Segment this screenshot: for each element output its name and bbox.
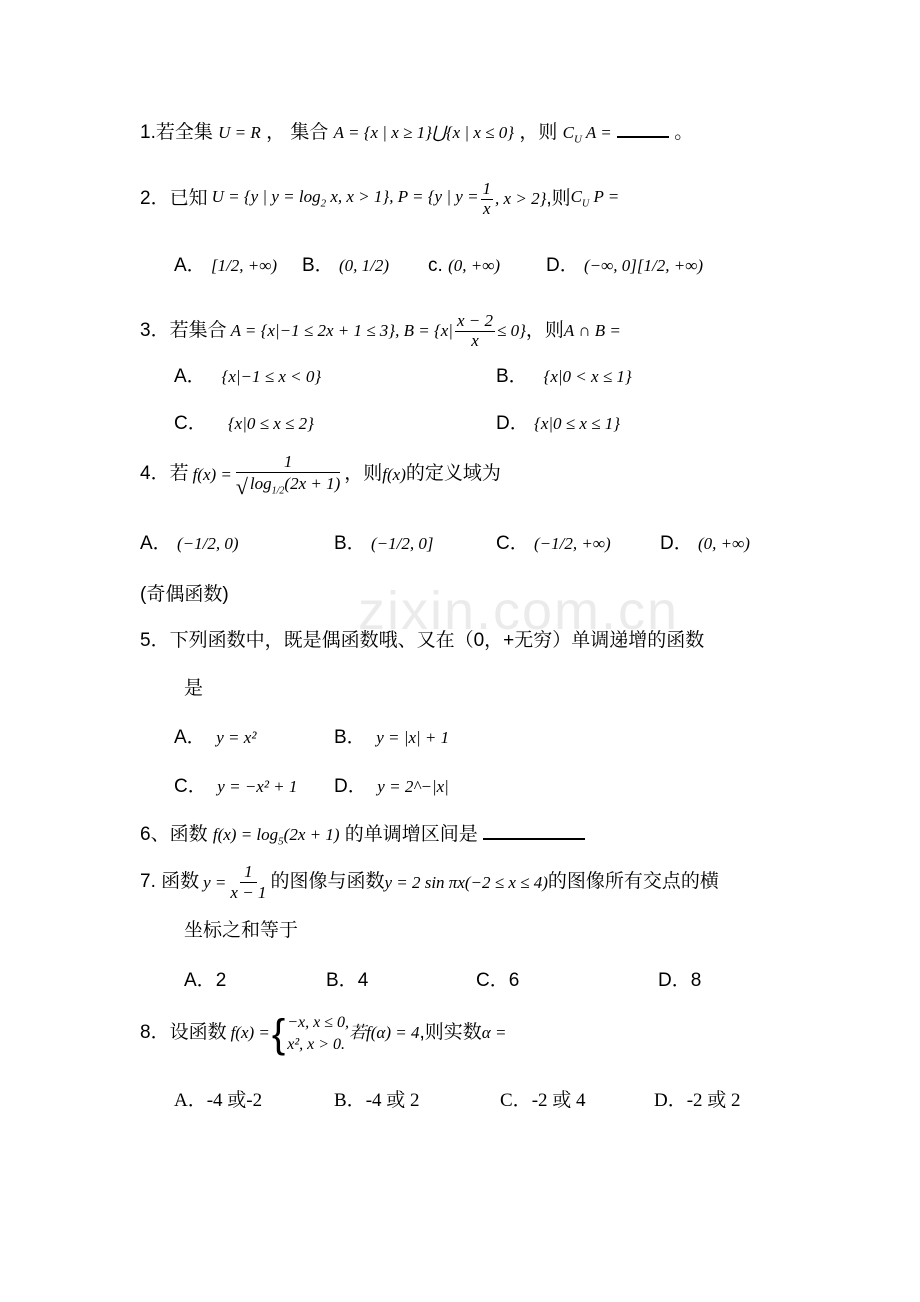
q3-then: ，则 — [525, 319, 564, 341]
q3-option-d[interactable]: D． {x|0 ≤ x ≤ 1} — [496, 413, 621, 434]
q8-option-c[interactable]: C．-2 或 4 — [500, 1090, 586, 1111]
q4-stem-end: 的定义域为 — [405, 463, 501, 485]
q4-function: f(x) = — [192, 464, 232, 484]
q1-answer-blank — [617, 136, 669, 138]
q8-piecewise: −x, x ≤ 0, x², x > 0. — [287, 1014, 350, 1053]
q7-sine-function: y = 2 sin πx(−2 ≤ x ≤ 4) — [384, 872, 548, 892]
q8-end: ,则实数 — [419, 1022, 482, 1044]
q8-option-b[interactable]: B．-4 或 2 — [334, 1090, 420, 1111]
q2-set-p-end: , x > 2} — [495, 188, 547, 208]
q4-option-b[interactable]: B． (−1/2, 0] — [334, 533, 434, 554]
q2-then: ,则 — [546, 187, 571, 209]
q3-option-a[interactable]: A． {x|−1 ≤ x < 0} — [174, 366, 322, 387]
question-6 — [140, 824, 585, 849]
question-7 — [140, 862, 719, 904]
q2-prefix: 2．已知 — [140, 187, 208, 209]
question-5-line-2: 是 — [184, 678, 204, 699]
q3-option-b[interactable]: B． {x|0 < x ≤ 1} — [496, 366, 632, 387]
q1-comma: ， — [266, 122, 286, 143]
q2-option-d[interactable]: D． (−∞, 0][1/2, +∞) — [546, 255, 703, 276]
q8-condition: 若f(α) = 4 — [349, 1023, 420, 1043]
q1-set-label: 集合 — [290, 122, 329, 143]
sqrt-icon: √ — [235, 474, 248, 500]
q3-intersection: A ∩ B = — [563, 320, 621, 340]
question-7-line-2: 坐标之和等于 — [184, 920, 299, 941]
q4-prefix: 4．若 — [140, 463, 189, 485]
question-3 — [140, 312, 621, 350]
question-1 — [140, 122, 693, 147]
q7-y-eq: y = — [203, 872, 227, 892]
q7-option-c[interactable]: C．6 — [476, 970, 520, 991]
q5-option-d[interactable]: D． y = 2^−|x| — [334, 776, 449, 797]
q4-option-d[interactable]: D． (0, +∞) — [660, 533, 750, 554]
question-4 — [140, 452, 501, 498]
q8-option-d[interactable]: D．-2 或 2 — [654, 1090, 741, 1111]
q7-option-b[interactable]: B．4 — [326, 970, 369, 991]
watermark: zixin.com.cn — [358, 581, 680, 641]
q7-fraction: $\frac{1}{x - 1}$ — [230, 862, 267, 903]
q7-mid: 的图像与函数 — [270, 871, 385, 893]
section-heading: (奇偶函数) — [140, 584, 229, 605]
q2-option-b[interactable]: B． (0, 1/2) — [302, 255, 390, 276]
q3-fraction: $\frac{x - 2}{x}$ — [456, 311, 493, 350]
q5-option-c[interactable]: C． y = −x² + 1 — [174, 776, 298, 797]
q1-prefix: 1.若全集 — [140, 122, 213, 143]
q4-function-ref: f(x) — [382, 464, 406, 484]
q7-prefix: 7. 函数 — [140, 871, 200, 893]
q7-option-d[interactable]: D．8 — [658, 970, 702, 991]
q6-stem-end: 的单调增区间是 — [344, 824, 478, 845]
brace-icon: { — [271, 1011, 286, 1056]
q5-option-b[interactable]: B． y = |x| + 1 — [334, 727, 450, 748]
question-2 — [140, 180, 619, 218]
q6-prefix: 6、函数 — [140, 824, 208, 845]
q7-option-a[interactable]: A．2 — [184, 970, 227, 991]
q1-complement-sub: U — [573, 133, 582, 146]
q2-option-a[interactable]: A． [1/2, +∞) — [174, 255, 278, 276]
q3-prefix: 3．若集合 — [140, 319, 227, 341]
q2-complement: $C_U$ P = — [570, 187, 620, 210]
q4-then: ，则 — [344, 463, 383, 485]
q1-universe: U = R — [218, 123, 261, 142]
q2-option-c[interactable]: c. (0, +∞) — [428, 255, 500, 276]
q6-answer-blank — [483, 838, 585, 840]
q5-option-a[interactable]: A． y = x² — [174, 727, 257, 748]
q1-complement-rest: A = — [585, 123, 612, 142]
q3-option-c[interactable]: C． {x|0 ≤ x ≤ 2} — [174, 413, 314, 434]
q6-function: $f(x) = \log_5(2x + 1)$ — [212, 825, 340, 848]
q2-set-u: U = {y | $y = \log_2 x$, x > 1}, P = {y | y = — [211, 187, 479, 210]
q8-option-a[interactable]: A．-4 或-2 — [174, 1090, 263, 1111]
q3-sets: A = {x|−1 ≤ 2x + 1 ≤ 3}, B = {x| — [230, 320, 453, 340]
q3-set-b-end: ≤ 0} — [497, 320, 526, 340]
question-5-line-1: 5．下列函数中，既是偶函数哦、又在（0，+无穷）单调递增的函数 — [140, 630, 705, 651]
q1-set-a: A = {x | x ≥ 1}⋃{x | x ≤ 0} — [333, 123, 515, 142]
q8-prefix: 8．设函数 — [140, 1022, 227, 1044]
q2-fraction: $\frac{1}{x}$ — [482, 179, 492, 218]
q4-option-a[interactable]: A． (−1/2, 0) — [140, 533, 239, 554]
question-8 — [140, 1012, 506, 1055]
q1-then: ，则 — [519, 122, 558, 143]
q4-option-c[interactable]: C． (−1/2, +∞) — [496, 533, 611, 554]
q1-complement: C — [562, 123, 574, 142]
q8-alpha: α = — [481, 1023, 507, 1043]
q8-function: f(x) = — [230, 1023, 270, 1043]
q1-end: 。 — [674, 122, 694, 143]
q4-fraction: 1 √ $\log_{1/2}(2x + 1)$ — [236, 452, 340, 498]
q7-end: 的图像所有交点的横 — [547, 871, 719, 893]
